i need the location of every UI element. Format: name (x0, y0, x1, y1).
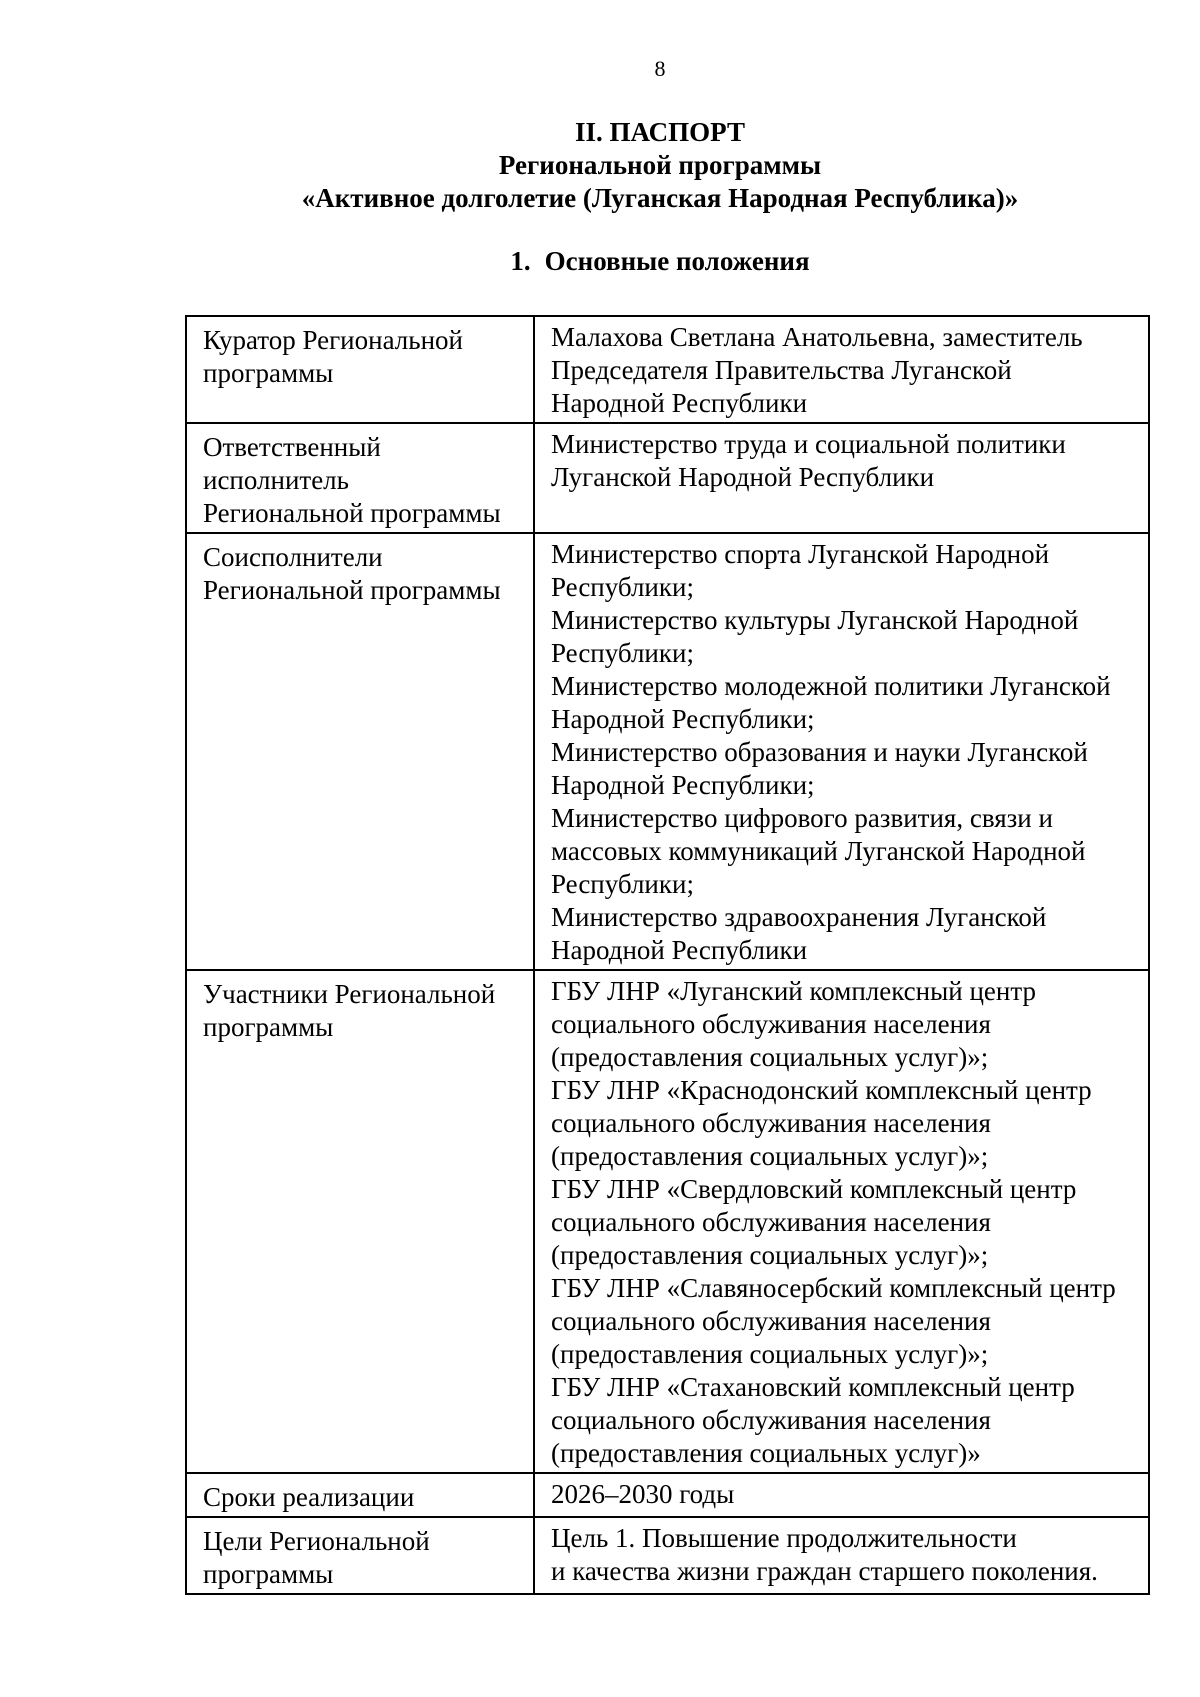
heading-program-title: «Активное долголетие (Луганская Народная Республика)» (301, 183, 1019, 213)
row-value-line: Министерство спорта Луганской Народной (551, 539, 1050, 569)
row-value-line: (предоставления социальных услуг)»; (551, 1240, 989, 1270)
row-value-line: (предоставления социальных услуг)»; (551, 1141, 989, 1171)
row-value-line: социального обслуживания населения (551, 1108, 991, 1138)
row-value-line: Министерство труда и социальной политики (551, 429, 1066, 459)
row-value-line: Народной Республики (551, 388, 808, 418)
table-row-participants (186, 970, 1149, 1473)
row-value-line: (предоставления социальных услуг)» (551, 1438, 981, 1468)
row-value-line: 2026–2030 годы (551, 1479, 735, 1509)
row-value-line: Председателя Правительства Луганской (551, 355, 1012, 385)
row-label-line: Региональной программы (203, 575, 501, 605)
section-title (0, 246, 1200, 277)
row-label (186, 1473, 534, 1517)
row-value (534, 1473, 1149, 1517)
section-title-text: Основные положения (544, 246, 810, 276)
table-row-goals (186, 1517, 1149, 1594)
row-label (186, 423, 534, 533)
table-row-co-executors (186, 533, 1149, 970)
row-value-line: социального обслуживания населения (551, 1306, 991, 1336)
row-value-line: социального обслуживания населения (551, 1405, 991, 1435)
table-row-implementation-period (186, 1473, 1149, 1517)
row-label (186, 970, 534, 1473)
table-row-responsible-executor (186, 423, 1149, 533)
row-value-line: массовых коммуникаций Луганской Народной (551, 836, 1086, 866)
table-row-curator (186, 316, 1149, 423)
row-label-line: программы (203, 1559, 334, 1589)
passport-table-body (186, 316, 1149, 1594)
row-label-line: Участники Региональной (203, 979, 496, 1009)
row-value-line: Министерство образования и науки Луганской (551, 737, 1088, 767)
row-value-line: Министерство молодежной политики Луганской (551, 671, 1111, 701)
row-value-line: ГБУ ЛНР «Краснодонский комплексный центр (551, 1075, 1092, 1105)
row-value (534, 423, 1149, 533)
row-value-line: ГБУ ЛНР «Стахановский комплексный центр (551, 1372, 1075, 1402)
row-value-line: и качества жизни граждан старшего поколения. (551, 1556, 1098, 1586)
row-label (186, 1517, 534, 1594)
row-value-line: ГБУ ЛНР «Луганский комплексный центр (551, 976, 1036, 1006)
row-value-line: Малахова Светлана Анатольевна, заместитель (551, 322, 1083, 352)
row-value-line: социального обслуживания населения (551, 1009, 991, 1039)
row-label-line: Ответственный (203, 432, 381, 462)
row-label (186, 316, 534, 423)
row-label-line: Цели Региональной (203, 1526, 430, 1556)
row-value-line: (предоставления социальных услуг)»; (551, 1042, 989, 1072)
row-value-line: Народной Республики; (551, 704, 815, 734)
row-value-line: Министерство цифрового развития, связи и (551, 803, 1053, 833)
row-value (534, 533, 1149, 970)
row-value-line: Цель 1. Повышение продолжительности (551, 1523, 1017, 1553)
row-value-line: Народной Республики (551, 935, 808, 965)
page-number: 8 (654, 56, 666, 81)
row-label-line: программы (203, 1012, 334, 1042)
row-value-line: Республики; (551, 572, 694, 602)
row-value (534, 316, 1149, 423)
row-value (534, 970, 1149, 1473)
passport-table (185, 315, 1150, 1595)
row-label-line: Соисполнители (203, 542, 383, 572)
row-label (186, 533, 534, 970)
row-label-line: Куратор Региональной (203, 325, 463, 355)
heading-program-type: Региональной программы (498, 150, 822, 180)
row-label-line: Региональной программы (203, 498, 501, 528)
row-label-line: исполнитель (203, 465, 349, 495)
document-heading (0, 116, 1200, 215)
section-number: 1. (510, 246, 531, 276)
row-label-line: Сроки реализации (203, 1482, 415, 1512)
heading-passport: II. ПАСПОРТ (574, 117, 745, 147)
row-value-line: Республики; (551, 869, 694, 899)
row-value-line: Луганской Народной Республики (551, 462, 935, 492)
row-value (534, 1517, 1149, 1594)
row-value-line: ГБУ ЛНР «Славяносербский комплексный центр (551, 1273, 1116, 1303)
row-value-line: Министерство культуры Луганской Народной (551, 605, 1079, 635)
row-value-line: Народной Республики; (551, 770, 815, 800)
row-value-line: (предоставления социальных услуг)»; (551, 1339, 989, 1369)
row-value-line: Министерство здравоохранения Луганской (551, 902, 1047, 932)
row-value-line: ГБУ ЛНР «Свердловский комплексный центр (551, 1174, 1077, 1204)
row-label-line: программы (203, 358, 334, 388)
row-value-line: Республики; (551, 638, 694, 668)
row-value-line: социального обслуживания населения (551, 1207, 991, 1237)
